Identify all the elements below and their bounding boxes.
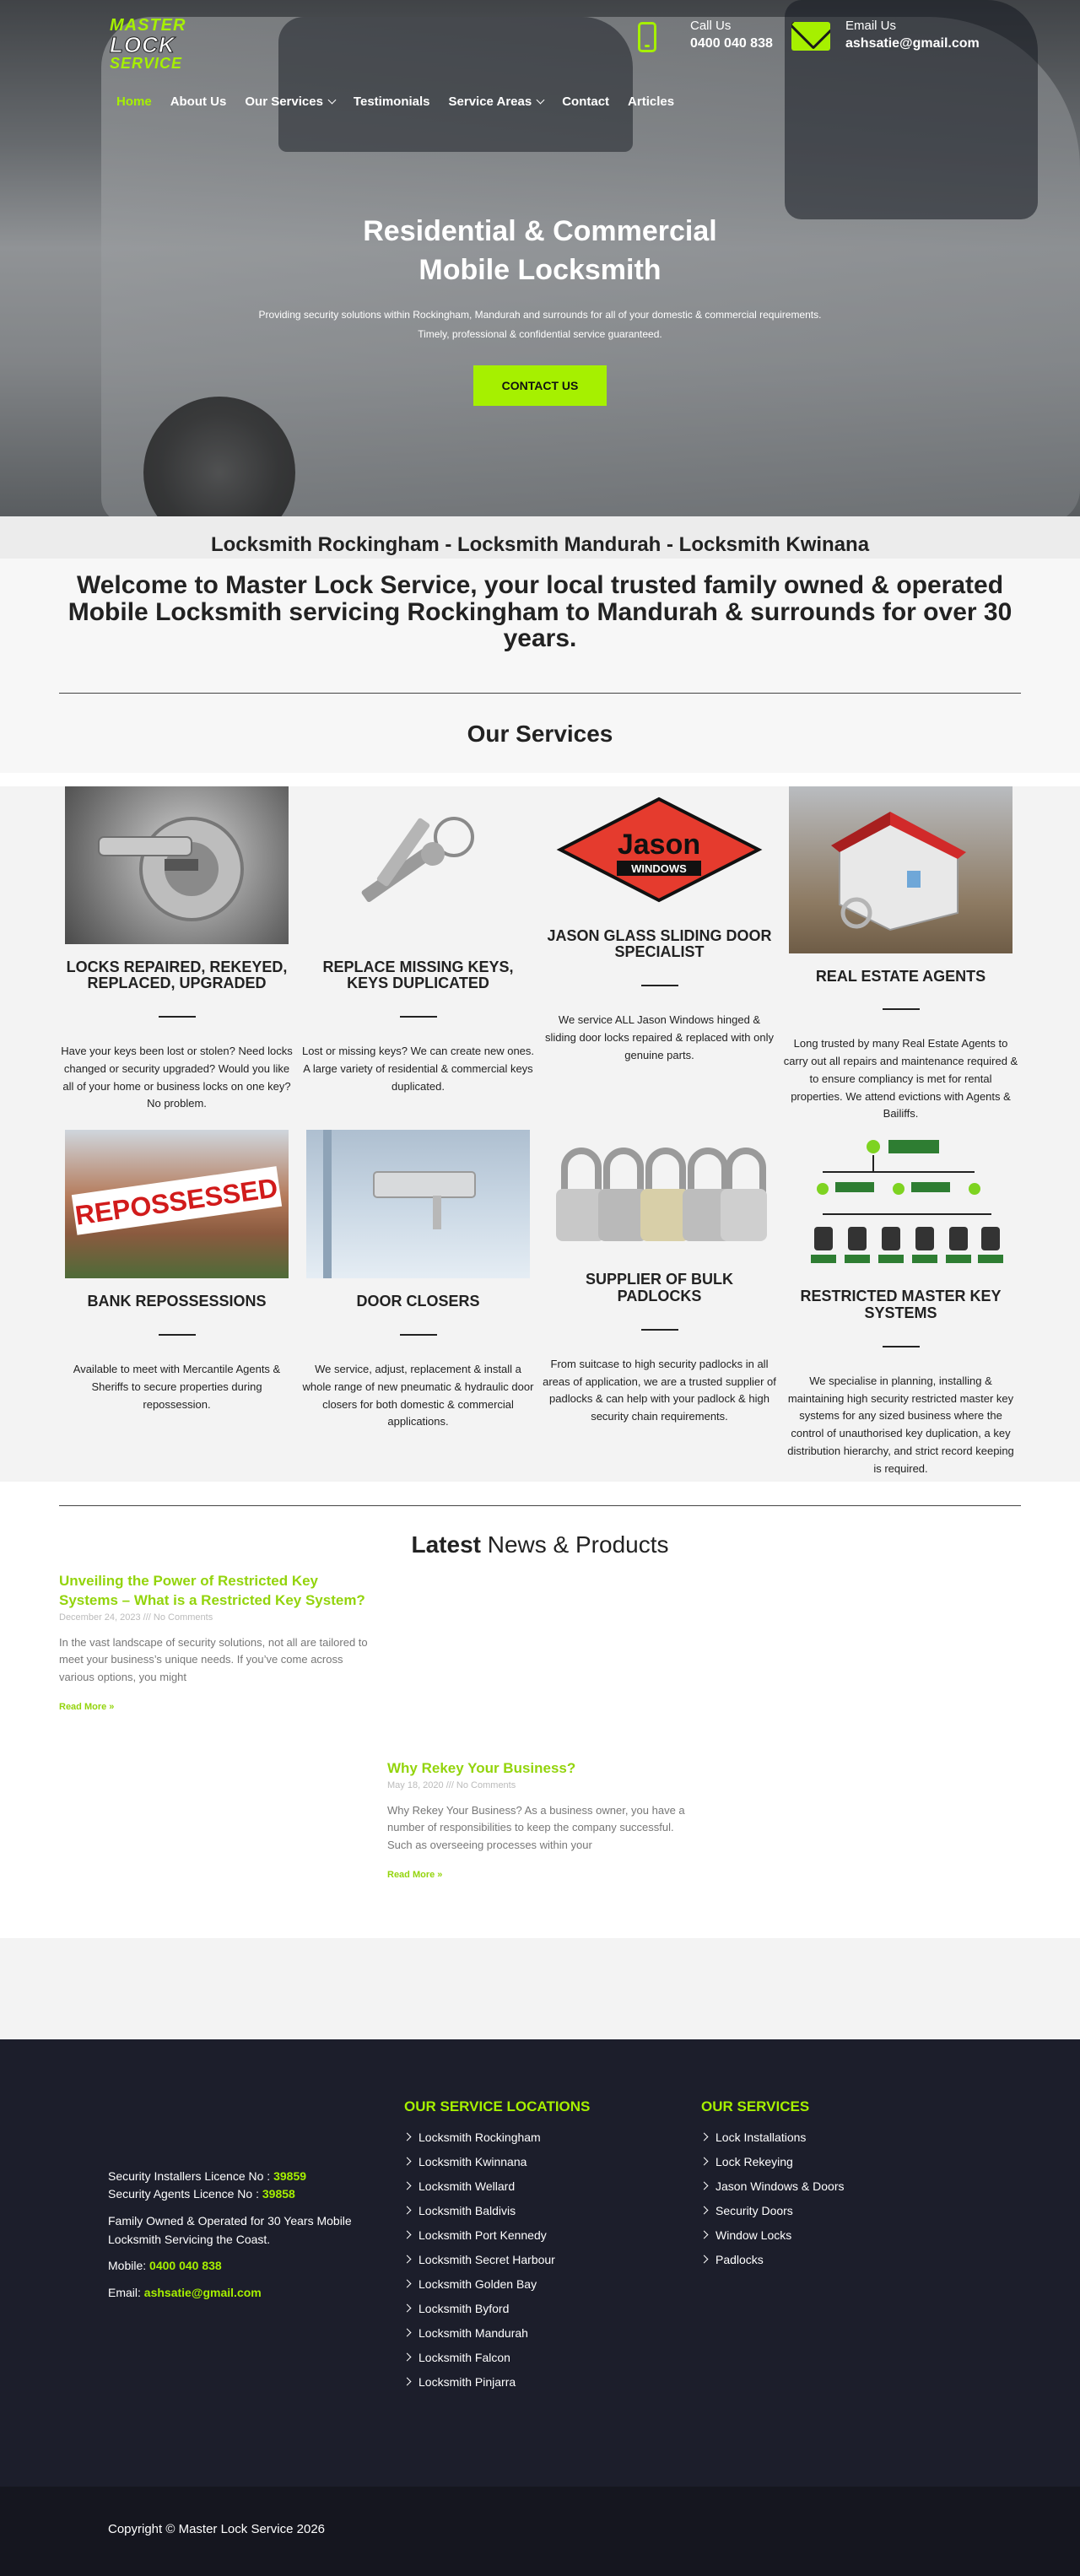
chevron-right-icon bbox=[403, 2329, 412, 2337]
dash-divider bbox=[641, 1329, 678, 1331]
service-title: REPLACE MISSING KEYS, KEYS DUPLICATED bbox=[322, 958, 514, 992]
footer-service-link-label: Jason Windows & Doors bbox=[716, 2179, 845, 2193]
nav-testimonials[interactable] bbox=[354, 95, 430, 109]
chevron-right-icon bbox=[700, 2255, 709, 2264]
latest-news-section bbox=[0, 1482, 1080, 1938]
copyright-text: Copyright © Master Lock Service 2026 bbox=[108, 2521, 325, 2536]
licence-2-value: 39858 bbox=[262, 2187, 295, 2201]
footer-location-link-label: Locksmith Rockingham bbox=[418, 2130, 541, 2144]
service-title: RESTRICTED MASTER KEY SYSTEMS bbox=[800, 1288, 1002, 1322]
footer-location-link-label: Locksmith Pinjarra bbox=[418, 2374, 516, 2389]
footer-location-link[interactable] bbox=[404, 2228, 590, 2242]
jason-logo-shape bbox=[548, 786, 771, 913]
padlocks-icon bbox=[548, 1130, 771, 1256]
chevron-right-icon bbox=[403, 2231, 412, 2239]
footer-service-link[interactable] bbox=[701, 2155, 845, 2168]
header-email[interactable] bbox=[791, 19, 980, 51]
service-card[interactable] bbox=[539, 786, 780, 1124]
chevron-right-icon bbox=[403, 2182, 412, 2190]
service-card[interactable] bbox=[539, 1130, 780, 1477]
licence-1 bbox=[108, 2168, 386, 2186]
jason-logo-text: Jason bbox=[617, 828, 701, 861]
dash-divider bbox=[400, 1016, 437, 1018]
call-number[interactable]: 0400 040 838 bbox=[690, 36, 773, 51]
dash-divider bbox=[159, 1334, 196, 1336]
licence-1-label: Security Installers Licence No : bbox=[108, 2168, 271, 2183]
service-title: BANK REPOSSESSIONS bbox=[87, 1293, 267, 1310]
chevron-right-icon bbox=[403, 2255, 412, 2264]
footer-location-link[interactable] bbox=[404, 2277, 590, 2291]
chevron-right-icon bbox=[403, 2133, 412, 2141]
jason-windows-logo bbox=[548, 786, 771, 913]
locations-heading: Locksmith Rockingham - Locksmith Mandurah - Locksmith Kwinana bbox=[210, 533, 870, 556]
footer-service-link[interactable] bbox=[701, 2228, 845, 2242]
chevron-right-icon bbox=[403, 2304, 412, 2313]
nav-articles-label: Articles bbox=[628, 95, 675, 109]
footer-mobile-label: Mobile: bbox=[108, 2259, 147, 2273]
contact-us-button[interactable]: CONTACT US bbox=[473, 365, 608, 406]
footer-service-link[interactable] bbox=[701, 2253, 845, 2266]
service-description: We specialise in planning, installing & maintaining high security restricted master key systems for any sized business where the control of unauthorised key duplication, a key distribution hierarchy, and strict record keeping is required. bbox=[787, 1374, 1014, 1475]
post-card bbox=[59, 1572, 371, 1714]
post-title[interactable]: Unveiling the Power of Restricted Key Systems – What is a Restricted Key System? bbox=[59, 1572, 365, 1608]
read-more-link[interactable]: Read More » bbox=[59, 1701, 115, 1712]
post-excerpt: Why Rekey Your Business? As a business owner, you have a number of responsibilities to keep the company successful. Such as overseeing processes within your bbox=[387, 1803, 685, 1852]
footer-locations-title: OUR SERVICE LOCATIONS bbox=[404, 2098, 591, 2114]
footer-email-label: Email: bbox=[108, 2286, 141, 2300]
footer-location-link[interactable] bbox=[404, 2253, 590, 2266]
post-title[interactable]: Why Rekey Your Business? bbox=[387, 1759, 576, 1776]
chevron-right-icon bbox=[403, 2378, 412, 2386]
keys-image bbox=[306, 786, 530, 944]
footer-location-link-label: Locksmith Kwinnana bbox=[418, 2154, 527, 2168]
chevron-right-icon bbox=[403, 2206, 412, 2215]
hero-subtitle-line-1: Providing security solutions within Rockingham, Mandurah and surrounds for all of your domestic & commercial requirements. bbox=[258, 308, 822, 321]
footer-location-link[interactable] bbox=[404, 2130, 590, 2144]
footer-service-link[interactable] bbox=[701, 2179, 845, 2193]
footer-mobile bbox=[108, 2257, 386, 2276]
chevron-right-icon bbox=[403, 2280, 412, 2288]
service-card[interactable] bbox=[780, 786, 1022, 1124]
master-key-chart-image bbox=[789, 1130, 1012, 1273]
posts-area bbox=[0, 1558, 1080, 1938]
service-title: JASON GLASS SLIDING DOOR SPECIALIST bbox=[547, 926, 772, 961]
footer-services-title: OUR SERVICES bbox=[701, 2098, 810, 2114]
chevron-down-icon bbox=[537, 96, 545, 105]
footer-location-link-label: Locksmith Falcon bbox=[418, 2350, 510, 2364]
nav-home-label: Home bbox=[116, 95, 152, 109]
intro-section bbox=[0, 559, 1080, 773]
service-title: SUPPLIER OF BULK PADLOCKS bbox=[585, 1271, 733, 1305]
master-key-hierarchy-icon bbox=[789, 1130, 1012, 1273]
footer-location-link-label: Locksmith Mandurah bbox=[418, 2325, 528, 2340]
repossessed-house-image bbox=[65, 1130, 289, 1278]
chevron-right-icon bbox=[700, 2231, 709, 2239]
nav-about-label: About Us bbox=[170, 95, 227, 109]
service-description: Lost or missing keys? We can create new ones. A large variety of residential & commercial keys duplicated. bbox=[301, 1045, 535, 1093]
nav-services[interactable] bbox=[245, 95, 335, 109]
service-card[interactable] bbox=[298, 786, 539, 1124]
services-section bbox=[0, 786, 1080, 1482]
keys-icon bbox=[306, 786, 530, 944]
post-excerpt: In the vast landscape of security solutions, not all are tailored to meet your business’s unique needs. If you’ve come across various options, you might bbox=[59, 1635, 368, 1684]
email-label: Email Us bbox=[845, 19, 897, 33]
service-card[interactable] bbox=[57, 1130, 298, 1477]
divider bbox=[59, 1505, 1021, 1506]
service-card[interactable] bbox=[780, 1130, 1022, 1477]
read-more-link[interactable]: Read More » bbox=[387, 1869, 443, 1880]
footer-tagline: Family Owned & Operated for 30 Years Mobile Locksmith Servicing the Coast. bbox=[108, 2214, 352, 2246]
welcome-heading: Welcome to Master Lock Service, your local trusted family owned & operated Mobile Locksmith servicing Rockingham to Mandurah & surrounds for over 30 years. bbox=[68, 571, 1012, 652]
lock-key-icon bbox=[65, 786, 289, 944]
chevron-down-icon bbox=[327, 96, 336, 105]
hero-section bbox=[0, 0, 1080, 516]
email-address[interactable]: ashsatie@gmail.com bbox=[845, 36, 980, 51]
site-logo[interactable] bbox=[110, 16, 211, 72]
nav-service-areas[interactable] bbox=[449, 95, 544, 109]
licence-1-value: 39859 bbox=[273, 2168, 307, 2183]
services-title: Our Services bbox=[467, 720, 613, 747]
footer-service-link[interactable] bbox=[701, 2204, 845, 2217]
footer-location-link-label: Locksmith Baldivis bbox=[418, 2203, 516, 2217]
nav-home[interactable] bbox=[116, 95, 152, 109]
divider bbox=[59, 693, 1021, 694]
footer-service-link-label: Security Doors bbox=[716, 2203, 793, 2217]
logo-line-2: LOCK bbox=[110, 32, 176, 57]
post-meta: May 18, 2020 /// No Comments bbox=[387, 1779, 516, 1790]
footer-location-link-label: Locksmith Byford bbox=[418, 2301, 510, 2315]
phone-icon bbox=[638, 22, 656, 52]
latest-title-rest: News & Products bbox=[480, 1531, 669, 1558]
footer-location-link[interactable] bbox=[404, 2204, 590, 2217]
footer-location-link[interactable] bbox=[404, 2179, 590, 2193]
hero-title bbox=[0, 213, 1080, 290]
footer-location-link-label: Locksmith Wellard bbox=[418, 2179, 516, 2193]
locations-strip bbox=[0, 516, 1080, 559]
footer-location-link-label: Locksmith Port Kennedy bbox=[418, 2228, 547, 2242]
nav-contact[interactable] bbox=[562, 95, 609, 109]
service-description: Available to meet with Mercantile Agents & Sheriffs to secure properties during repossession. bbox=[73, 1363, 281, 1411]
padlocks-image bbox=[548, 1130, 771, 1256]
footer-service-link-label: Window Locks bbox=[716, 2228, 792, 2242]
dash-divider bbox=[883, 1346, 920, 1347]
service-description: Have your keys been lost or stolen? Need locks changed or security upgraded? Would you like all of your home or business locks on one key? No problem. bbox=[61, 1045, 293, 1110]
repossessed-sign bbox=[65, 1130, 289, 1278]
chevron-right-icon bbox=[403, 2353, 412, 2362]
licence-2-label: Security Agents Licence No : bbox=[108, 2187, 259, 2201]
chevron-right-icon bbox=[700, 2182, 709, 2190]
footer-service-link-label: Lock Installations bbox=[716, 2130, 807, 2144]
service-description: We service ALL Jason Windows hinged & sliding door locks repaired & replaced with only genuine parts. bbox=[545, 1013, 774, 1061]
hero-subtitle bbox=[0, 305, 1080, 344]
house-keys-image bbox=[789, 786, 1012, 953]
service-card[interactable] bbox=[298, 1130, 539, 1477]
logo-line-1: MASTER bbox=[110, 16, 186, 35]
footer-service-link[interactable] bbox=[701, 2130, 845, 2144]
post-meta: December 24, 2023 /// No Comments bbox=[59, 1612, 213, 1623]
footer-location-link[interactable] bbox=[404, 2302, 590, 2315]
chevron-right-icon bbox=[403, 2157, 412, 2166]
footer-location-link[interactable] bbox=[404, 2351, 590, 2364]
service-description: Long trusted by many Real Estate Agents to carry out all repairs and maintenance required & to ensure compliancy is met for rental properties. We attend evictions with Agents & Bailiffs. bbox=[783, 1037, 1018, 1121]
service-title: REAL ESTATE AGENTS bbox=[815, 967, 986, 985]
chevron-right-icon bbox=[700, 2206, 709, 2215]
footer-info bbox=[108, 2168, 386, 2311]
jason-logo-subtext: WINDOWS bbox=[631, 861, 687, 875]
door-closer-icon bbox=[306, 1130, 530, 1278]
footer-services-list bbox=[701, 2130, 845, 2266]
footer-services bbox=[701, 2098, 845, 2277]
service-title: DOOR CLOSERS bbox=[356, 1293, 480, 1310]
footer-location-link[interactable] bbox=[404, 2326, 590, 2340]
service-card[interactable] bbox=[57, 786, 298, 1124]
footer-service-link-label: Padlocks bbox=[716, 2252, 764, 2266]
hero-title-line-1: Residential & Commercial bbox=[363, 215, 717, 247]
nav-services-label: Our Services bbox=[245, 95, 323, 109]
nav-about[interactable] bbox=[170, 95, 227, 109]
footer-email bbox=[108, 2284, 386, 2303]
service-description: From suitcase to high security padlocks in all areas of application, we are a trusted supplier of padlocks & can help with your padlock & high security chain requirements. bbox=[543, 1357, 776, 1423]
nav-testimonials-label: Testimonials bbox=[353, 95, 430, 109]
dash-divider bbox=[400, 1334, 437, 1336]
chevron-right-icon bbox=[700, 2157, 709, 2166]
footer-service-link-label: Lock Rekeying bbox=[716, 2154, 793, 2168]
nav-contact-label: Contact bbox=[562, 95, 610, 109]
hero-subtitle-line-2: Timely, professional & confidential service guaranteed. bbox=[418, 327, 662, 340]
post-card bbox=[387, 1759, 699, 1882]
nav-service-areas-label: Service Areas bbox=[448, 95, 532, 109]
copyright-bar bbox=[0, 2487, 1080, 2576]
house-icon bbox=[789, 786, 1012, 953]
footer-location-link[interactable] bbox=[404, 2375, 590, 2389]
mail-icon bbox=[791, 22, 830, 51]
site-header bbox=[0, 0, 1080, 76]
footer-location-link-label: Locksmith Golden Bay bbox=[418, 2276, 537, 2291]
chevron-right-icon bbox=[700, 2133, 709, 2141]
footer-locations-list bbox=[404, 2130, 590, 2389]
latest-title bbox=[0, 1531, 1080, 1558]
services-row-2 bbox=[57, 1130, 1024, 1477]
dash-divider bbox=[641, 985, 678, 986]
footer-location-link-label: Locksmith Secret Harbour bbox=[418, 2252, 555, 2266]
dash-divider bbox=[883, 1008, 920, 1010]
licence-2 bbox=[108, 2185, 386, 2204]
latest-title-bold: Latest bbox=[411, 1531, 481, 1558]
services-row-1 bbox=[57, 786, 1024, 1124]
footer-locations bbox=[404, 2098, 590, 2400]
footer-mobile-value[interactable]: 0400 040 838 bbox=[149, 2259, 222, 2273]
logo-line-3: SERVICE bbox=[110, 55, 183, 72]
footer-location-link[interactable] bbox=[404, 2155, 590, 2168]
service-description: We service, adjust, replacement & install a whole range of new pneumatic & hydraulic door closers for both domestic & commercial applications. bbox=[302, 1363, 534, 1428]
site-footer bbox=[0, 2039, 1080, 2487]
nav-articles[interactable] bbox=[628, 95, 674, 109]
call-label: Call Us bbox=[690, 19, 732, 33]
service-title: LOCKS REPAIRED, REKEYED, REPLACED, UPGRADED bbox=[66, 958, 288, 992]
main-nav bbox=[116, 95, 674, 109]
hero-content bbox=[0, 213, 1080, 406]
dash-divider bbox=[159, 1016, 196, 1018]
repossessed-text: REPOSSESSED bbox=[73, 1172, 280, 1231]
spacer bbox=[0, 1938, 1080, 2039]
lock-key-image bbox=[65, 786, 289, 944]
footer-email-value[interactable]: ashsatie@gmail.com bbox=[143, 2286, 262, 2300]
header-call[interactable] bbox=[638, 19, 773, 52]
door-closer-image bbox=[306, 1130, 530, 1278]
hero-title-line-2: Mobile Locksmith bbox=[418, 253, 662, 286]
